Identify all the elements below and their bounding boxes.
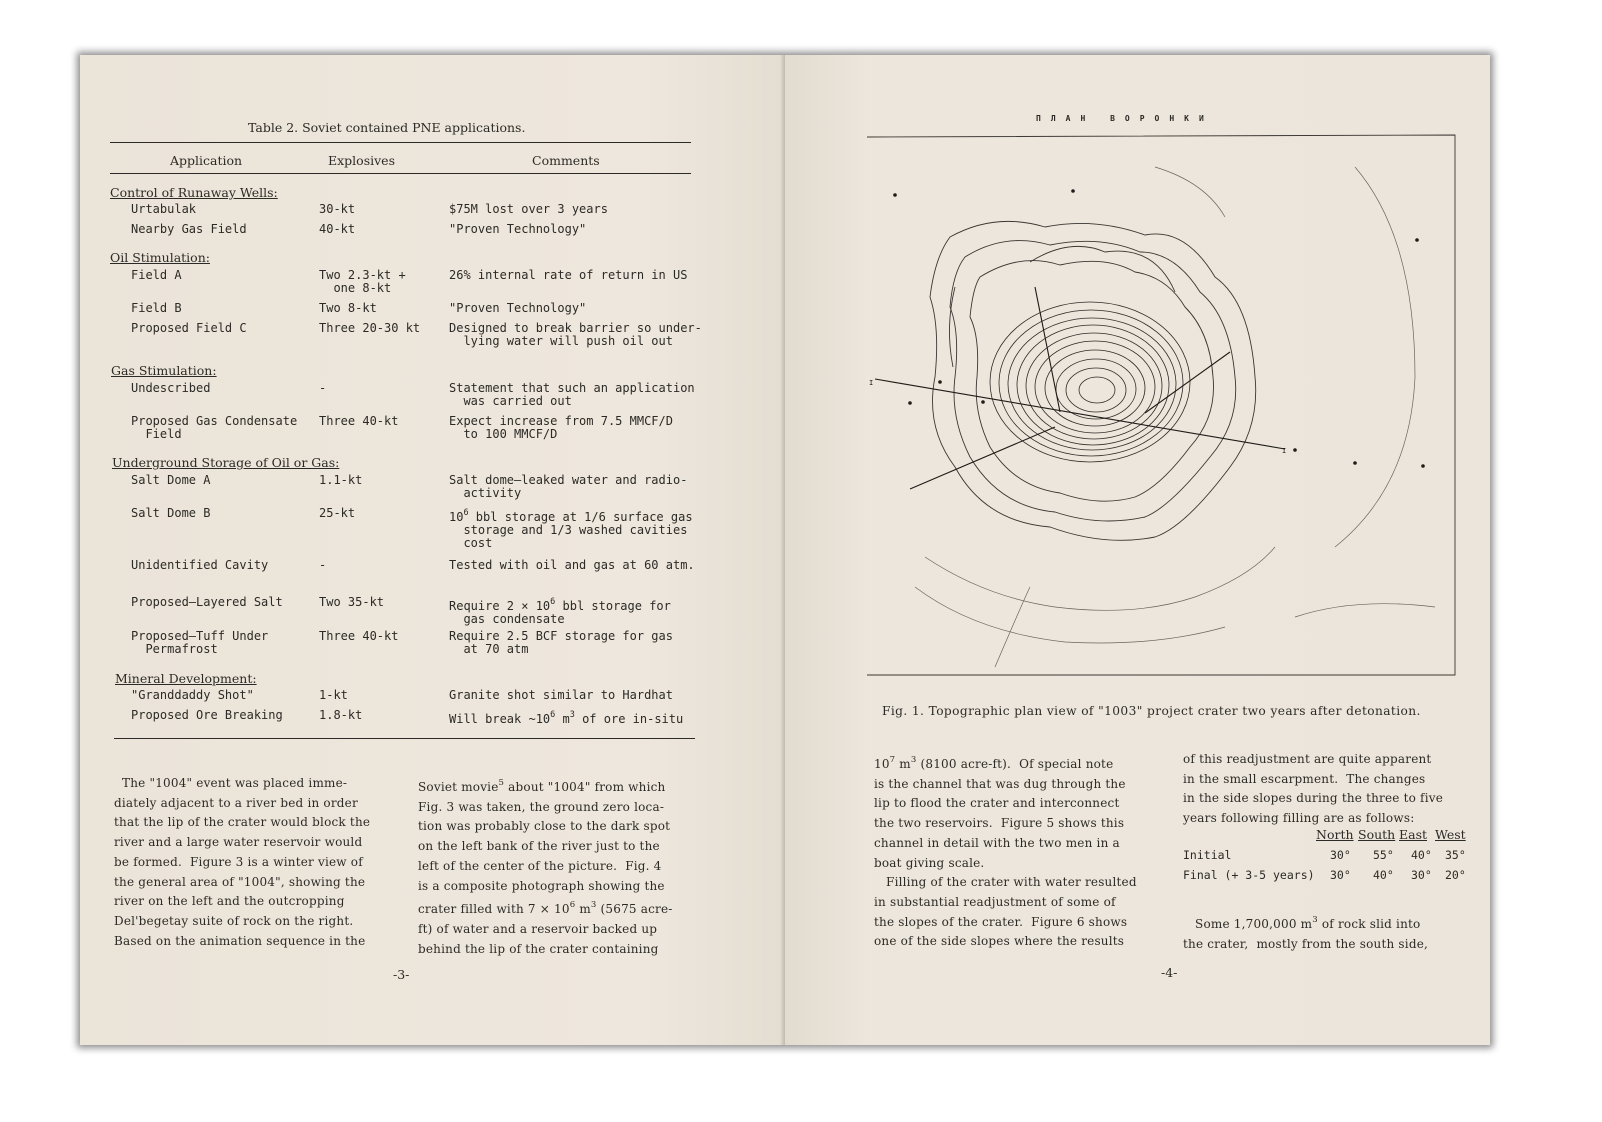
superscript: 3	[910, 755, 917, 765]
table-cell-explosives: 1.8-kt	[319, 708, 363, 722]
table-cell-application: Salt Dome A	[131, 473, 211, 487]
page-4	[785, 55, 1490, 1045]
text-line: in the side slopes during the three to five	[1183, 791, 1444, 806]
text-run: the slopes of the crater. Figure 6 shows	[874, 914, 1128, 929]
table-header-rule	[110, 173, 691, 174]
text-run: the crater, mostly from the south side,	[1183, 936, 1429, 951]
table-cell-explosives: Three 20-30 kt	[319, 321, 421, 335]
text-run: bbl storage for gas condensate	[463, 599, 671, 626]
text-run: boat giving scale.	[874, 855, 985, 870]
page-3	[80, 55, 785, 1045]
text-line	[874, 814, 1137, 834]
body-column-2-continued	[1183, 911, 1428, 954]
table-cell-explosives: 25-kt	[319, 506, 356, 520]
superscript: 5	[498, 778, 505, 788]
text-run: Some 1,700,000 m	[1183, 917, 1313, 931]
text-line: be formed. Figure 3 is a winter view of	[114, 854, 363, 869]
table-cell-application: Proposed—Layered Salt	[131, 595, 283, 609]
table-cell-application: Urtabulak	[131, 202, 197, 216]
slope-row-label: Final (+ 3-5 years)	[1183, 868, 1315, 882]
text-line	[418, 857, 673, 877]
table-cell-comments	[449, 596, 671, 626]
svg-text:I: I	[1282, 447, 1287, 455]
text-line: the general area of "1004", showing the	[114, 874, 366, 889]
text-run: channel in detail with the two men in a	[874, 835, 1120, 850]
table-cell-application: Nearby Gas Field	[131, 222, 247, 236]
slope-row-label: Initial	[1183, 848, 1232, 862]
table-cell-application: Unidentified Cavity	[131, 558, 269, 572]
table-cell-explosives: 40-kt	[319, 222, 356, 236]
text-run: m	[895, 757, 911, 771]
text-run: the two reservoirs. Figure 5 shows this	[874, 816, 1125, 831]
text-line: years following filling are as follows:	[1183, 811, 1415, 826]
text-line	[874, 873, 1137, 893]
text-line: of this readjustment are quite apparent	[1183, 752, 1432, 766]
text-run: m	[575, 902, 591, 917]
table-cell-comments: 26% internal rate of return in US	[449, 268, 688, 282]
crater-topographic-map	[855, 127, 1465, 687]
text-run: in substantial readjustment of some of	[874, 894, 1116, 909]
text-run: 10	[449, 510, 464, 524]
text-run: Will break ~10	[449, 712, 551, 726]
text-run: tion was probably close to the dark spot	[418, 819, 671, 834]
table-cell-comments: $75M lost over 3 years	[449, 202, 608, 216]
table-cell-application: Field A	[131, 268, 182, 282]
text-run: ft) of water and a reservoir backed up	[418, 921, 658, 936]
text-line	[874, 932, 1137, 952]
table-cell-comments: Salt dome—leaked water and radio- activity	[449, 473, 688, 500]
text-run: bbl storage at 1/6 surface gas storage and 1/3 washed cavities cost	[463, 510, 693, 550]
superscript: 3	[569, 710, 575, 720]
text-line	[1183, 911, 1428, 935]
table-cell-application: Undescribed	[131, 381, 211, 395]
text-run: lip to flood the crater and interconnect	[874, 796, 1120, 811]
superscript: 6	[550, 597, 556, 607]
text-run: 10	[874, 757, 890, 771]
slope-value: 30°	[1330, 868, 1351, 882]
slope-value: 20°	[1445, 868, 1466, 882]
text-run: left of the center of the picture. Fig. 4	[418, 858, 662, 873]
outer-contour	[930, 221, 1256, 540]
table-cell-comments: Granite shot similar to Hardhat	[449, 688, 673, 702]
map-frame	[867, 135, 1455, 675]
text-run: about "1004" from which	[504, 780, 666, 794]
text-run: Require 2 × 10	[449, 599, 551, 613]
text-run: Soviet movie	[418, 780, 499, 794]
text-run: is the channel that was dug through the	[874, 776, 1126, 791]
table-cell-application: Proposed Field C	[131, 321, 247, 335]
text-line	[418, 817, 673, 837]
superscript: 3	[590, 900, 597, 911]
table-section-title: Gas Stimulation:	[111, 363, 217, 378]
table-cell-explosives: Two 35-kt	[319, 595, 385, 609]
table-cell-explosives: Two 8-kt	[319, 301, 377, 315]
text-run: one of the side slopes where the results	[874, 934, 1125, 949]
body-column-2	[1183, 750, 1443, 829]
figure-caption: Fig. 1. Topographic plan view of "1003" project crater two years after detonation.	[882, 704, 1421, 718]
text-run: Fig. 3 was taken, the ground zero loca-	[418, 799, 665, 814]
table-cell-explosives: 1.1-kt	[319, 473, 363, 487]
map-title: ПЛАН ВОРОНКИ	[1036, 114, 1214, 123]
slope-header: East	[1399, 827, 1428, 842]
text-line	[418, 940, 673, 960]
slope-header: West	[1435, 827, 1466, 842]
table-cell-explosives: Two 2.3-kt + one 8-kt	[319, 268, 406, 295]
slope-value: 55°	[1373, 848, 1394, 862]
text-line	[874, 775, 1137, 795]
text-line: Del'begetay suite of rock on the right.	[114, 913, 354, 928]
table-cell-application: "Granddaddy Shot"	[131, 688, 254, 702]
body-column-1	[874, 751, 1137, 952]
superscript: 7	[889, 755, 896, 765]
text-line	[874, 893, 1137, 913]
text-line	[418, 774, 673, 798]
text-line: diately adjacent to a river bed in order	[114, 795, 358, 810]
table-cell-comments	[449, 709, 683, 726]
slope-header: North	[1316, 827, 1354, 842]
slope-value: 40°	[1411, 848, 1432, 862]
text-line	[874, 751, 1137, 775]
text-line	[418, 837, 673, 857]
table-cell-application: Proposed Gas Condensate Field	[131, 414, 298, 441]
svg-text:I: I	[869, 379, 874, 387]
slope-value: 40°	[1373, 868, 1394, 882]
table-section-title: Control of Runaway Wells:	[110, 185, 278, 200]
slope-value: 30°	[1411, 868, 1432, 882]
text-line: river and a large water reservoir would	[114, 835, 363, 850]
table-cell-comments: Require 2.5 BCF storage for gas at 70 atm	[449, 629, 673, 656]
table-caption: Table 2. Soviet contained PNE applications.	[248, 120, 526, 135]
text-run: on the left bank of the river just to the	[418, 839, 660, 854]
table-cell-comments: Tested with oil and gas at 60 atm.	[449, 558, 695, 572]
text-line	[874, 913, 1137, 933]
table-cell-application: Proposed—Tuff Under Permafrost	[131, 629, 269, 656]
superscript: 6	[550, 710, 556, 720]
table-cell-application: Salt Dome B	[131, 506, 211, 520]
text-run: is a composite photograph showing the	[418, 878, 665, 893]
body-column-2	[418, 774, 673, 959]
table-section-title: Mineral Development:	[115, 671, 257, 686]
text-line: Based on the animation sequence in the	[114, 933, 366, 948]
table-cell-explosives: Three 40-kt	[319, 629, 399, 643]
text-line: in the small escarpment. The changes	[1183, 771, 1426, 786]
text-line	[874, 794, 1137, 814]
table-cell-explosives: 30-kt	[319, 202, 356, 216]
table-cell-comments: "Proven Technology"	[449, 301, 587, 315]
slope-header: South	[1358, 827, 1396, 842]
text-run: of ore in-situ	[574, 712, 684, 726]
text-run: crater filled with 7 × 10	[418, 902, 570, 917]
table-cell-explosives: 1-kt	[319, 688, 348, 702]
body-column-1	[114, 774, 370, 951]
text-run: of rock slid into	[1317, 917, 1421, 931]
table-bottom-rule	[114, 738, 695, 739]
text-line: that the lip of the crater would block the	[114, 815, 371, 830]
text-line	[418, 920, 673, 940]
table-cell-explosives: -	[319, 381, 327, 395]
text-line	[418, 798, 673, 818]
col-header-application: Application	[170, 153, 243, 168]
page-number: -3-	[393, 967, 410, 982]
table-cell-explosives: -	[319, 558, 327, 572]
text-run: (8100 acre-ft). Of special note	[916, 757, 1114, 771]
text-run: Filling of the crater with water resulted	[874, 875, 1137, 890]
table-cell-comments: Designed to break barrier so under- lying water will push oil out	[449, 321, 702, 348]
book-spread	[80, 55, 1490, 1045]
text-run: behind the lip of the crater containing	[418, 941, 659, 956]
slope-change-table	[1183, 827, 1483, 887]
text-line: river on the left and the outcropping	[114, 894, 345, 909]
table-cell-explosives: Three 40-kt	[319, 414, 399, 428]
text-line	[1183, 935, 1428, 955]
slope-value: 35°	[1445, 848, 1466, 862]
page-number: -4-	[1161, 965, 1178, 980]
text-run: (5675 acre-	[596, 902, 673, 917]
text-line	[418, 877, 673, 897]
table-cell-application: Field B	[131, 301, 182, 315]
table-cell-comments: "Proven Technology"	[449, 222, 587, 236]
text-line	[418, 896, 673, 920]
table-section-title: Underground Storage of Oil or Gas:	[112, 455, 340, 470]
table-cell-comments	[449, 507, 693, 550]
text-run: m	[555, 712, 570, 726]
col-header-comments: Comments	[532, 153, 600, 168]
text-line: The "1004" event was placed imme-	[114, 776, 348, 790]
table-section-title: Oil Stimulation:	[110, 250, 210, 265]
superscript: 3	[1312, 915, 1318, 925]
text-line	[874, 854, 1137, 874]
slope-value: 30°	[1330, 848, 1351, 862]
text-line	[874, 834, 1137, 854]
table-cell-comments: Statement that such an application was carried out	[449, 381, 695, 408]
col-header-explosives: Explosives	[328, 153, 395, 168]
superscript: 6	[463, 508, 469, 518]
table-cell-comments: Expect increase from 7.5 MMCF/D to 100 MMCF/D	[449, 414, 673, 441]
table-cell-application: Proposed Ore Breaking	[131, 708, 283, 722]
superscript: 6	[569, 900, 576, 911]
table-top-rule	[110, 142, 691, 143]
section-line-1	[875, 379, 1285, 449]
